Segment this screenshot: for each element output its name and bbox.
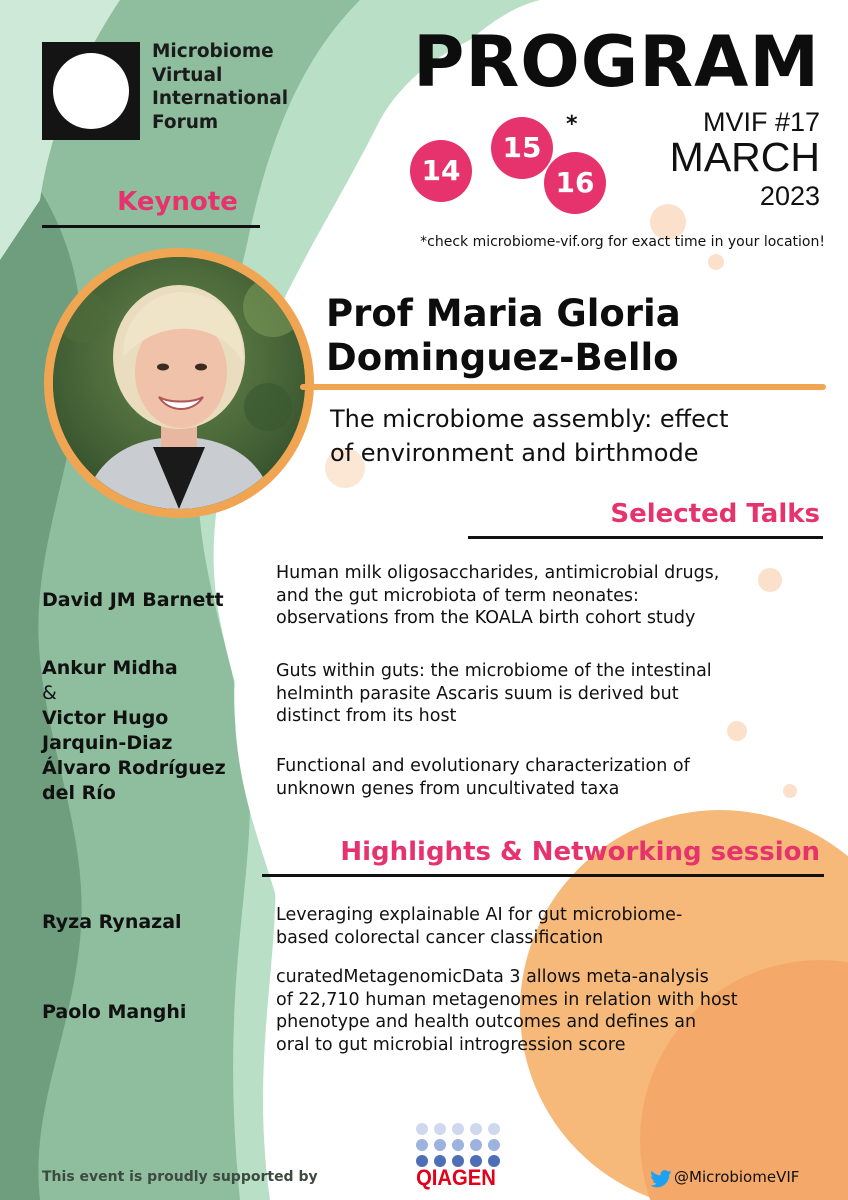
logo-circle [53,53,129,129]
keynote-speaker-name [326,292,826,380]
talk-title-line: Human milk oligosaccharides, antimicrobial drugs, [276,563,720,583]
talk-speaker [42,910,182,935]
talk-title-line: observations from the KOALA birth cohort study [276,608,696,628]
talk-title-line: of 22,710 human metagenomes in relation with host [276,989,738,1010]
talk-title-line: Functional and evolutionary characterization of [276,756,690,776]
highlights-heading: Highlights & Networking session [340,837,820,867]
ampersand: & [42,682,57,704]
talk-speaker [42,756,226,806]
talk-title-line: Leveraging explainable AI for gut microbiome- [276,905,683,925]
date-badge-16: 16 [544,152,606,214]
speaker-portrait-frame [44,248,314,518]
talk-speaker [42,656,178,756]
sponsor-logo-text: QIAGEN [416,1165,496,1190]
speaker-line: Paolo Manghi [42,1001,187,1023]
asterisk-mark: * [566,112,578,137]
talk-speaker [42,588,224,613]
logo-line: Forum [152,111,219,133]
speaker-line: del Río [42,782,116,804]
speaker-line: Jarquin-Diaz [42,732,173,754]
speaker-line: David JM Barnett [42,589,224,611]
date-badge-15: 15 [491,117,553,179]
speaker-underline [300,384,826,390]
speaker-name-line: Dominguez-Bello [326,336,679,379]
talk-title-line: based colorectal cancer classification [276,927,604,948]
keynote-talk-title [330,402,835,470]
talk-title [276,562,828,630]
twitter-icon [650,1170,672,1188]
selected-talks-underline [468,536,823,539]
keynote-title-line: of environment and birthmode [330,439,699,467]
keynote-underline [42,225,260,228]
talk-title-line: phenotype and health outcomes and defines an [276,1012,697,1032]
speaker-line: Victor Hugo [42,707,169,729]
talk-title [276,904,828,949]
logo-line: International [152,88,289,109]
talk-title [276,966,828,1056]
selected-talks-heading: Selected Talks [610,499,820,529]
keynote-heading: Keynote [117,187,238,217]
page-title: PROGRAM [413,21,820,103]
time-zone-note: *check microbiome-vif.org for exact time in your location! [420,234,825,250]
speaker-line-part: Ankur Midha [42,657,178,679]
talk-title-line: unknown genes from uncultivated taxa [276,778,620,799]
year-label: 2023 [759,181,820,211]
talk-title-line: distinct from its host [276,706,457,726]
sponsor-text: This event is proudly supported by [42,1169,318,1185]
logo-wordmark [152,40,322,134]
talk-title-line: and the gut microbiota of term neonates: [276,585,639,606]
talk-title-line: helminth parasite Ascaris suum is derived but [276,683,679,704]
speaker-name-line: Prof Maria Gloria [326,292,681,335]
talk-title [276,755,828,800]
portrait-photo [53,257,305,509]
logo-line: Microbiome [152,41,274,62]
talk-title-line: curatedMetagenomicData 3 allows meta-analysis [276,967,709,987]
speaker-line: Ryza Rynazal [42,911,182,933]
logo-line: Virtual [152,64,223,86]
talk-title-line: oral to gut microbial introgression score [276,1034,626,1055]
twitter-handle[interactable]: @MicrobiomeVIF [674,1168,800,1186]
talk-speaker [42,1000,186,1025]
talk-title-line: Guts within guts: the microbiome of the intestinal [276,661,712,681]
speaker-line: Álvaro Rodríguez [42,757,226,779]
mvif-logo [42,42,140,140]
keynote-title-line: The microbiome assembly: effect [330,405,729,433]
date-badge-14: 14 [410,140,472,202]
month-label: MARCH [669,134,820,180]
speaker-line [42,656,178,706]
talk-title [276,660,828,728]
edition-label: MVIF #17 [702,107,820,137]
highlights-underline [262,874,824,877]
